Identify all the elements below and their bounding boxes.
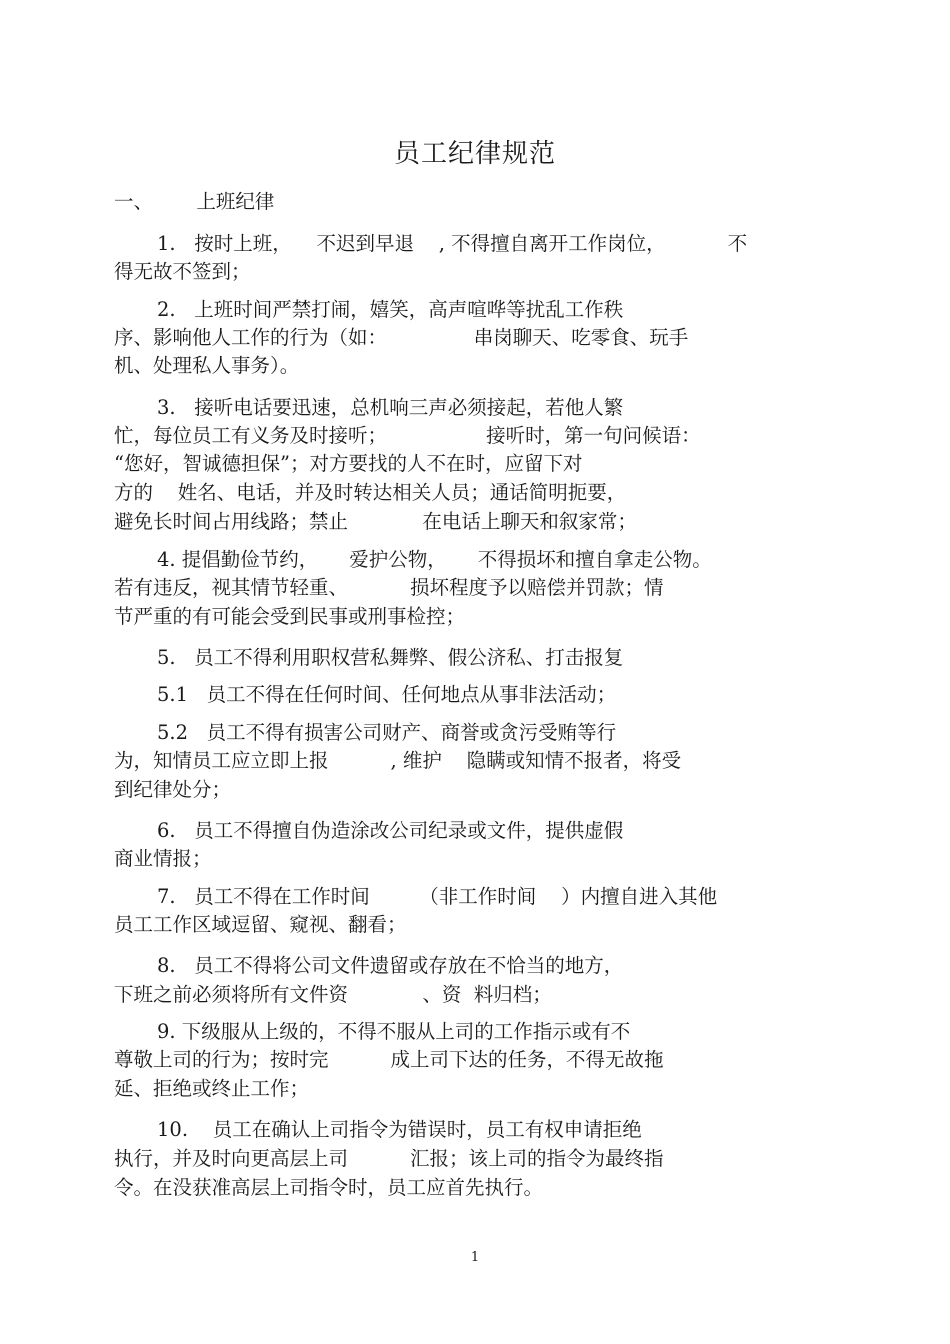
paragraph-line: 令。在没获准高层上司指令时，员工应首先执行。 [114, 1176, 544, 1199]
paragraph-line: 商业情报； [114, 847, 212, 870]
paragraph-line: 员工工作区域逗留、窥视、翻看； [114, 913, 407, 936]
paragraph-line-first: 1. 按时上班， 不迟到早退 , 不得擅自离开工作岗位， 不 [157, 232, 748, 255]
section-heading: 一、 上班纪律 [114, 190, 275, 213]
page-number: 1 [470, 1250, 480, 1265]
paragraph-line: 尊敬上司的行为；按时完 成上司下达的任务，不得无故拖 [114, 1048, 664, 1071]
paragraph-line-first: 4. 提倡勤俭节约， 爱护公物， 不得损坏和擅自拿走公物。 [157, 548, 712, 571]
paragraph-line: 执行，并及时向更高层上司 汇报；该上司的指令为最终指 [114, 1147, 664, 1170]
paragraph-line: 得无故不签到； [114, 260, 251, 283]
paragraph-line: 机、处理私人事务）。 [114, 354, 300, 377]
paragraph-line-first: 5. 员工不得利用职权营私舞弊、假公济私、打击报复 [157, 646, 624, 669]
document-title: 员工纪律规范 [393, 139, 556, 169]
paragraph-line-first: 5.2 员工不得有损害公司财产、商誉或贪污受贿等行 [157, 721, 617, 744]
paragraph-line: 节严重的有可能会受到民事或刑事检控； [114, 605, 466, 628]
paragraph-line: 避免长时间占用线路；禁止 在电话上聊天和叙家常； [114, 510, 637, 533]
paragraph-line-first: 2. 上班时间严禁打闹，嬉笑，高声喧哗等扰乱工作秩 [157, 298, 624, 321]
paragraph-line: 延、拒绝或终止工作； [114, 1077, 310, 1100]
paragraph-line-first: 9. 下级服从上级的，不得不服从上司的工作指示或有不 [157, 1020, 631, 1043]
paragraph-line: 若有违反，视其情节轻重、 损坏程度予以赔偿并罚款；情 [114, 576, 664, 599]
paragraph-line-first: 5.1 员工不得在任何时间、任何地点从事非法活动； [157, 683, 617, 706]
paragraph-line-first: 7. 员工不得在工作时间 （非工作时间 ）内擅自进入其他 [157, 885, 718, 908]
paragraph-line-first: 6. 员工不得擅自伪造涂改公司纪录或文件，提供虚假 [157, 819, 624, 842]
paragraph-line-first: 3. 接听电话要迅速，总机响三声必须接起，若他人繁 [157, 396, 624, 419]
paragraph-line-first: 10. 员工在确认上司指令为错误时，员工有权申请拒绝 [157, 1118, 642, 1141]
paragraph-line: 下班之前必须将所有文件资 、资 料归档； [114, 983, 552, 1006]
paragraph-line: 序、影响他人工作的行为（如： 串岗聊天、吃零食、玩手 [114, 326, 689, 349]
paragraph-line-first: 8. 员工不得将公司文件遗留或存放在不恰当的地方， [157, 954, 624, 977]
paragraph-line: 到纪律处分； [114, 778, 232, 801]
paragraph-line: 为，知情员工应立即上报 , 维护 隐瞒或知情不报者，将受 [114, 749, 682, 772]
paragraph-line: 忙，每位员工有义务及时接听； 接听时，第一句问候语： [114, 424, 701, 447]
paragraph-line: “您好，智诚德担保”；对方要找的人不在时，应留下对 [114, 452, 583, 475]
paragraph-line: 方的 姓名、电话，并及时转达相关人员；通话简明扼要， [114, 481, 627, 504]
